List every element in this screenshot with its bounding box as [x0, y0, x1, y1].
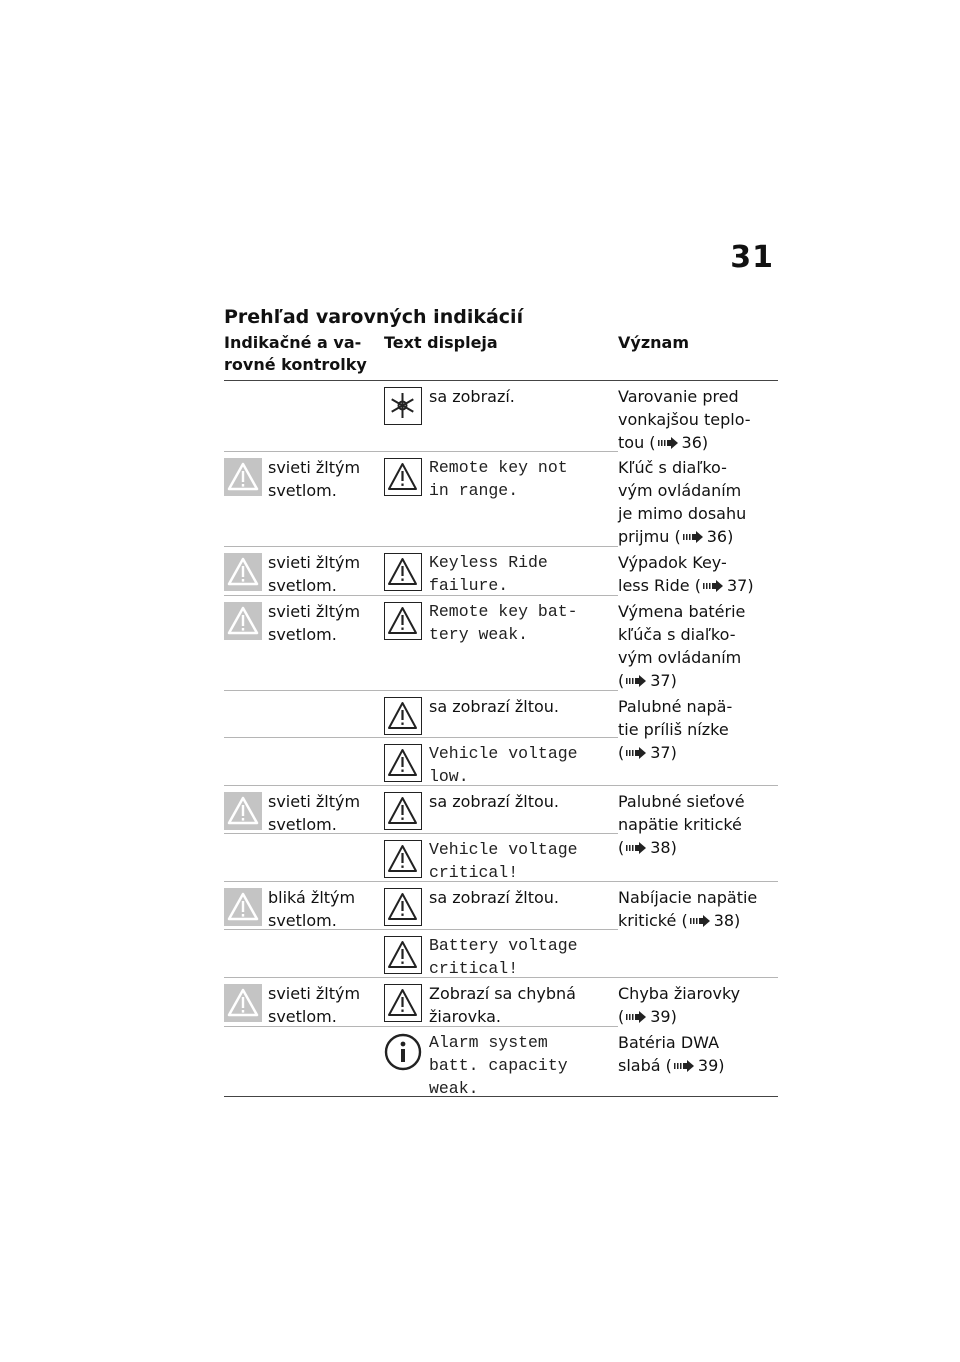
table-row	[224, 930, 778, 978]
page-reference-arrow-icon	[626, 670, 648, 693]
page-number: 31	[730, 240, 774, 275]
meaning-text: Chyba žiarovky ( 39)	[618, 982, 778, 1029]
warning-triangle-icon	[224, 792, 262, 830]
table-row	[224, 596, 778, 691]
page-reference[interactable]: ( 38)	[618, 838, 677, 857]
warning-triangle-icon	[384, 792, 422, 830]
page-reference-arrow-icon	[674, 1055, 696, 1078]
info-icon	[384, 1033, 422, 1071]
warning-triangle-icon	[224, 888, 262, 926]
warning-table	[224, 332, 778, 1097]
page-reference-arrow-icon	[703, 575, 725, 598]
indicator-text: svieti žltým svetlom.	[268, 602, 361, 644]
display-text: sa zobrazí žltou.	[429, 888, 560, 907]
display-text: Alarm system batt. capacity weak.	[429, 1033, 568, 1098]
warning-triangle-icon	[384, 553, 422, 591]
indicator-text: svieti žltým svetlom.	[268, 984, 361, 1026]
indicator-text: bliká žltým svetlom.	[268, 888, 356, 930]
warning-triangle-icon	[224, 602, 262, 640]
header-meaning: Význam	[618, 333, 689, 352]
display-text: Vehicle voltage critical!	[429, 840, 578, 882]
header-display: Text displeja	[384, 333, 498, 352]
indicator-text: svieti žltým svetlom.	[268, 792, 361, 834]
header-indicator: Indikačné a va- rovné kontrolky	[224, 333, 367, 374]
snowflake-icon	[384, 387, 422, 425]
warning-triangle-icon	[224, 458, 262, 496]
display-text: Remote key not in range.	[429, 458, 568, 500]
display-text: Battery voltage critical!	[429, 936, 578, 978]
display-text: Remote key bat- tery weak.	[429, 602, 578, 644]
warning-triangle-icon	[384, 984, 422, 1022]
warning-triangle-icon	[384, 458, 422, 496]
page-reference[interactable]: ( 36)	[649, 433, 708, 452]
page-reference-arrow-icon	[683, 526, 705, 549]
meaning-text: Palubné napä- tie príliš nízke ( 37)	[618, 695, 778, 765]
meaning-text: Batéria DWA slabá ( 39)	[618, 1031, 778, 1078]
meaning-text: Výmena batérie kľúča s diaľko- vým ovládaním ( 37)	[618, 600, 778, 693]
page-reference[interactable]: ( 38)	[681, 911, 740, 930]
display-text: sa zobrazí žltou.	[429, 792, 560, 811]
warning-triangle-icon	[224, 984, 262, 1022]
table-row	[224, 882, 778, 930]
meaning-text: Nabíjacie napätie kritické ( 38)	[618, 886, 778, 933]
indicator-text: svieti žltým svetlom.	[268, 458, 361, 500]
page-reference[interactable]: ( 36)	[674, 527, 733, 546]
meaning-text: Palubné sieťové napätie kritické ( 38)	[618, 790, 778, 860]
table-row	[224, 786, 778, 857]
page-reference[interactable]: ( 39)	[618, 1007, 677, 1026]
warning-triangle-icon	[384, 602, 422, 640]
warning-triangle-icon	[384, 744, 422, 782]
table-row	[224, 381, 778, 452]
display-text: Vehicle voltage low.	[429, 744, 578, 786]
meaning-text: Kľúč s diaľko- vým ovládaním je mimo dosahu prijmu ( 36)	[618, 456, 778, 549]
page-reference-arrow-icon	[626, 837, 648, 860]
display-text: sa zobrazí žltou.	[429, 697, 560, 716]
warning-triangle-icon	[384, 840, 422, 878]
page-reference-arrow-icon	[626, 742, 648, 765]
display-text: sa zobrazí.	[429, 387, 515, 406]
table-row	[224, 452, 778, 547]
meaning-text: Výpadok Key- less Ride ( 37)	[618, 551, 778, 598]
meaning-text: Varovanie pred vonkajšou teplo- tou ( 36)	[618, 385, 778, 455]
table-row	[224, 691, 778, 762]
warning-triangle-icon	[384, 888, 422, 926]
page-reference-arrow-icon	[626, 1006, 648, 1029]
page-reference-arrow-icon	[690, 910, 712, 933]
warning-triangle-icon	[384, 936, 422, 974]
table-row	[224, 547, 778, 596]
page-reference[interactable]: ( 37)	[618, 743, 677, 762]
page-reference[interactable]: ( 39)	[666, 1056, 725, 1075]
display-text: Keyless Ride failure.	[429, 553, 548, 595]
table-row	[224, 978, 778, 1027]
page-reference[interactable]: ( 37)	[618, 671, 677, 690]
warning-triangle-icon	[384, 697, 422, 735]
section-title: Prehľad varovných indikácií	[224, 306, 524, 328]
table-row	[224, 1027, 778, 1097]
warning-triangle-icon	[224, 553, 262, 591]
display-text: Zobrazí sa chybná žiarovka.	[429, 984, 576, 1026]
page-reference[interactable]: ( 37)	[695, 576, 754, 595]
indicator-text: svieti žltým svetlom.	[268, 553, 361, 595]
table-header	[224, 332, 778, 381]
